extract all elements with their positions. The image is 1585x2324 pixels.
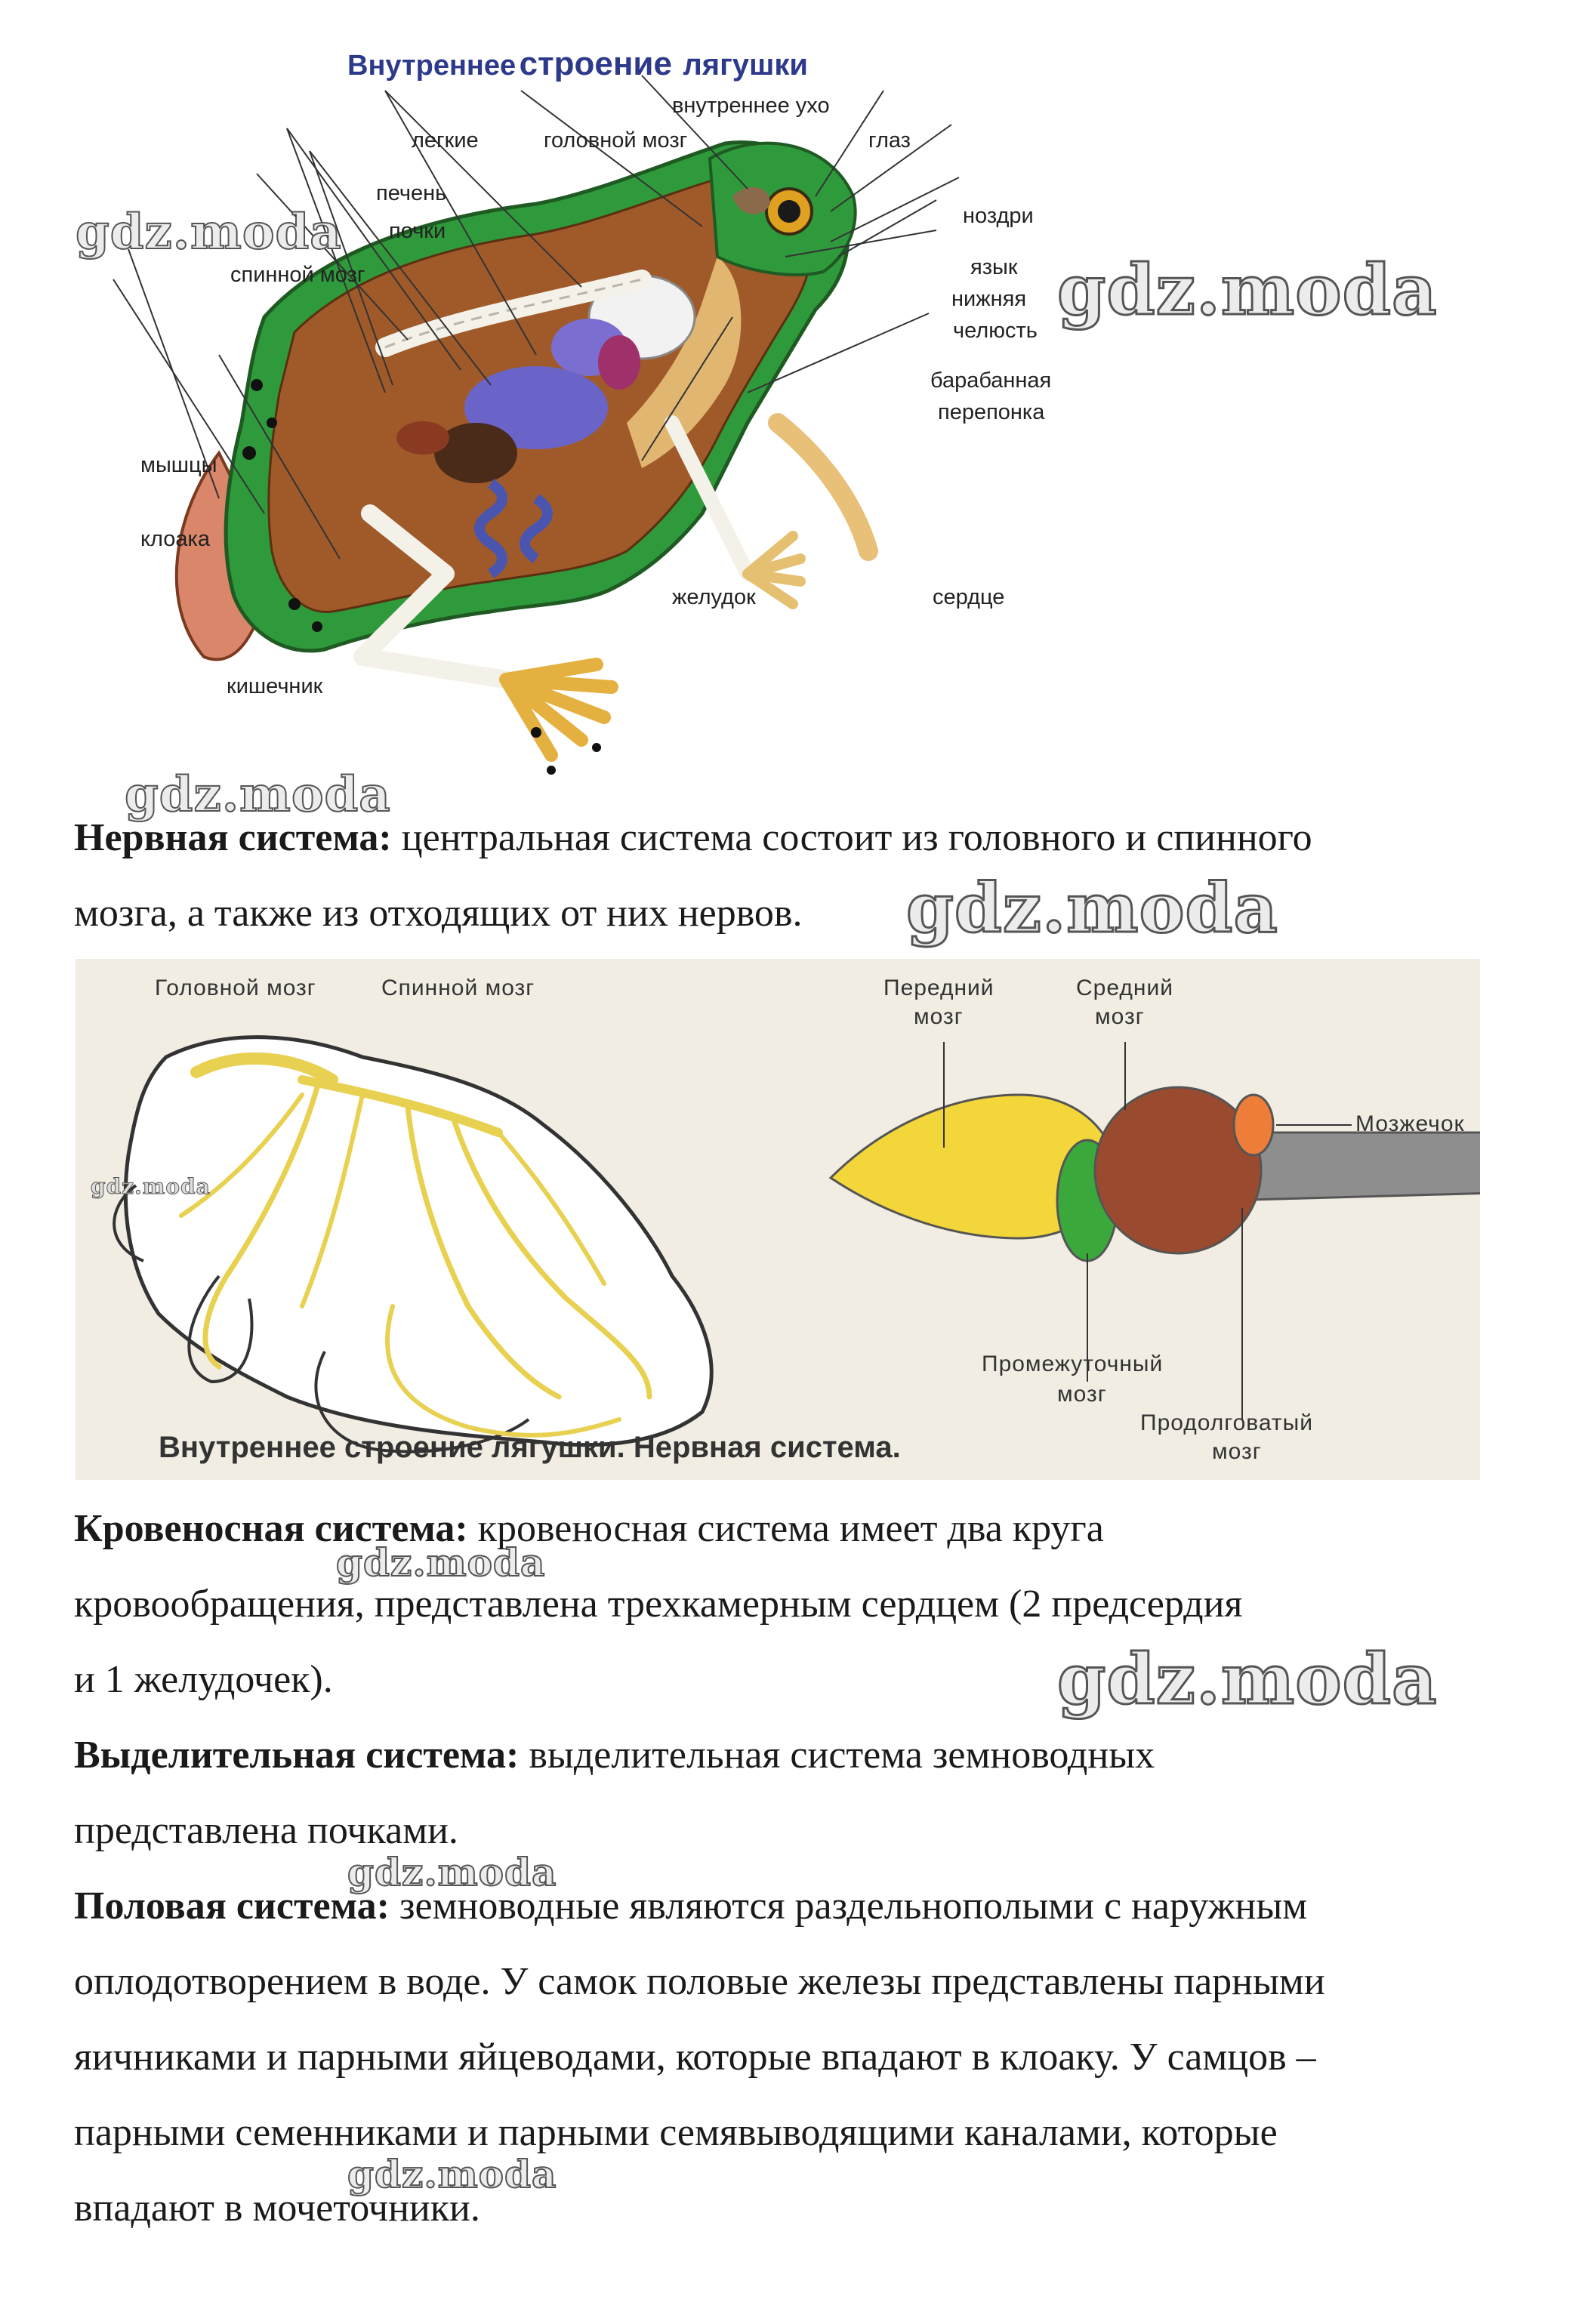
excretory-system-paragraph — [74, 1718, 1554, 1869]
watermark: gdz.moda — [336, 1540, 546, 1585]
label-diencephalon-1: Промежуточный — [982, 1352, 1164, 1376]
label-lower-jaw-2: челюсть — [953, 319, 1038, 343]
label-spinal-cord: спинной мозг — [230, 263, 365, 287]
watermark: gdz.moda — [125, 766, 391, 823]
label-cloaca: клоака — [140, 527, 210, 551]
title-word-3: лягушки — [683, 48, 808, 82]
excretory-line-1 — [74, 1718, 1554, 1793]
watermark: gdz.moda — [347, 1850, 557, 1894]
label-lungs: легкие — [412, 128, 479, 153]
label-intestine: кишечник — [227, 674, 323, 698]
watermark: gdz.moda — [1057, 1638, 1438, 1720]
circulatory-line-3: и 1 желудочек). — [74, 1658, 333, 1701]
label-spinal-cord-2: Спинной мозг — [381, 976, 535, 1000]
label-forebrain-2: мозг — [914, 1004, 964, 1029]
watermark: gdz.moda — [906, 868, 1278, 948]
frog-anatomy-drawing — [68, 30, 997, 800]
nervous-system-figure — [76, 959, 1480, 1480]
figure-caption: Внутреннее строение лягушки. Нервная система. — [159, 1431, 901, 1464]
label-eardrum-1: барабанная — [930, 368, 1052, 393]
label-brain-2: Головной мозг — [155, 976, 316, 1000]
nervous-system-paragraph — [74, 800, 1554, 951]
title-word-1: Внутреннее — [347, 50, 517, 82]
reproductive-system-paragraph — [74, 1869, 1554, 2246]
frog-anatomy-figure — [68, 30, 1052, 800]
label-liver: печень — [376, 181, 447, 205]
label-eye: глаз — [868, 128, 911, 153]
excretory-line-2: представлена почками. — [74, 1809, 458, 1852]
label-inner-ear: внутреннее ухо — [672, 94, 830, 118]
circulatory-line-1 — [74, 1491, 1554, 1567]
label-medulla-2: мозг — [1212, 1439, 1262, 1464]
watermark: gdz.moda — [1057, 249, 1438, 331]
reproductive-line-3: яичниками и парными яйцеводами, которые впадают в клоаку. У самцов – — [74, 2036, 1316, 2079]
label-heart: сердце — [933, 585, 1005, 609]
label-nostrils: ноздри — [963, 204, 1034, 228]
nervous-system-drawing — [76, 959, 1480, 1480]
title-word-2: строение — [519, 45, 672, 82]
label-lower-jaw-1: нижняя — [951, 287, 1027, 311]
circulatory-title: Кровеносная система: — [74, 1507, 468, 1550]
nervous-text-1: центральная система состоит из головного и спинного — [391, 816, 1312, 859]
label-forebrain-1: Передний — [883, 976, 994, 1000]
reproductive-line-2: оплодотворением в воде. У самок половые железы представлены парными — [74, 1960, 1325, 2003]
watermark: gdz.moda — [347, 2152, 557, 2196]
label-cerebellum: Мозжечок — [1355, 1111, 1465, 1136]
reproductive-line-1 — [74, 1869, 1554, 1944]
circulatory-line-2: кровообращения, представлена трехкамерным сердцем (2 предсердия — [74, 1583, 1243, 1626]
label-tongue: язык — [970, 255, 1018, 279]
label-eardrum-2: перепонка — [938, 400, 1045, 424]
label-diencephalon-2: мозг — [1057, 1382, 1107, 1407]
reproductive-line-4: парными семенниками и парными семявыводящими каналами, которые — [74, 2111, 1278, 2154]
label-medulla-1: Продолговатый — [1140, 1410, 1313, 1435]
excretory-title: Выделительная система: — [74, 1734, 520, 1777]
reproductive-text-1: земноводные являются раздельнополыми с наружным — [389, 1885, 1308, 1928]
circulatory-text-1: кровеносная система имеет два круга — [467, 1507, 1104, 1550]
label-brain: головной мозг — [544, 128, 688, 153]
reproductive-line-5: впадают в мочеточники. — [74, 2187, 480, 2230]
nervous-line-2: мозга, а также из отходящих от них нервов. — [74, 892, 803, 935]
reproductive-title: Половая система: — [74, 1885, 390, 1928]
watermark: gdz.moda — [76, 204, 342, 260]
label-stomach: желудок — [672, 585, 756, 609]
label-midbrain-1: Средний — [1076, 976, 1173, 1000]
nervous-title: Нервная система: — [74, 816, 392, 859]
excretory-text-1: выделительная система земноводных — [519, 1734, 1155, 1777]
label-kidneys: почки — [389, 219, 446, 243]
label-midbrain-2: мозг — [1095, 1004, 1145, 1029]
watermark: gdz.moda — [91, 1174, 211, 1199]
label-muscles: мышцы — [140, 453, 217, 477]
